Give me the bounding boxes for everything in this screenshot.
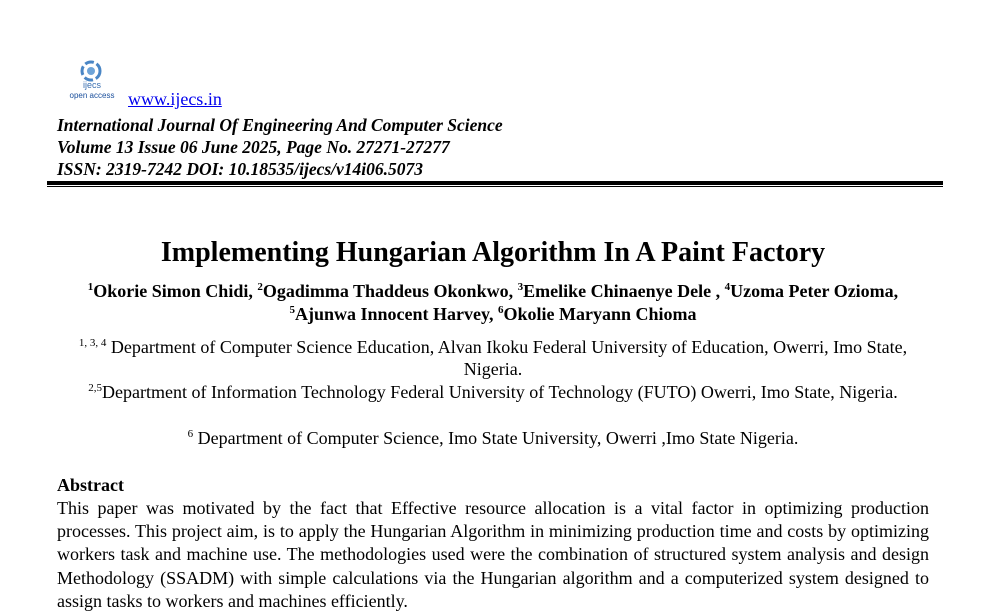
author-affiliation-marker: 4 <box>724 281 731 293</box>
header-divider-thin <box>47 186 943 187</box>
affiliation <box>60 336 926 380</box>
abstract-heading: Abstract <box>57 475 124 495</box>
author-affiliation-marker: 1 <box>87 281 94 293</box>
author-affiliation-marker: 3 <box>517 281 524 293</box>
logo-emblem-icon <box>80 60 102 82</box>
journal-name: International Journal Of Engineering And Computer Science <box>57 115 503 135</box>
author-name: Uzoma Peter Ozioma, <box>730 281 899 301</box>
logo-text: ijecs <box>82 80 101 90</box>
author-name: Ajunwa Innocent Harvey, <box>294 304 498 324</box>
affiliation-text: Department of Computer Science, Imo State University, Owerri ,Imo State Nigeria. <box>193 428 799 448</box>
logo-subtext: open access <box>69 91 115 100</box>
affiliation-text: Department of Information Technology Federal University of Technology (FUTO) Owerri, Imo State, Nigeria. <box>101 382 898 402</box>
website-link[interactable]: www.ijecs.in <box>128 89 222 109</box>
journal-logo <box>64 58 120 104</box>
affiliation <box>60 381 926 403</box>
abstract-text: This paper was motivated by the fact that Effective resource allocation is a vital factor in optimizing production processes. This project aim, is to apply the Hungarian Algorithm in minimizing production time and costs by optimizing workers task and machine use. The methodologies used were the combination of structured system analysis and design Methodology (SSADM) with simple calculations via the Hungarian algorithm and a computerized system designed to assign tasks to workers and machines efficiently. <box>57 498 929 611</box>
journal-header <box>57 114 503 180</box>
affiliation <box>60 427 926 449</box>
affiliation-marker: 1, 3, 4 <box>78 337 107 349</box>
author-list <box>60 280 926 326</box>
affiliation-text: Department of Computer Science Education, Alvan Ikoku Federal University of Education, Owerri, Imo State, Nigeria. <box>106 337 908 379</box>
affiliation-marker: 2,5 <box>88 382 102 394</box>
author-name: Okolie Maryann Chioma <box>503 304 697 324</box>
author-name: Okorie Simon Chidi, <box>93 281 258 301</box>
author-affiliation-marker: 6 <box>498 304 504 316</box>
issn-line: ISSN: 2319-7242 DOI: 10.18535/ijecs/v14i06.5073 <box>57 159 424 179</box>
volume-line: Volume 13 Issue 06 June 2025, Page No. 27271-27277 <box>57 137 450 157</box>
author-affiliation-marker: 5 <box>289 304 295 316</box>
author-name: Emelike Chinaenye Dele , <box>523 281 725 301</box>
paper-title: Implementing Hungarian Algorithm In A Paint Factory <box>160 237 826 268</box>
author-name: Ogadimma Thaddeus Okonkwo, <box>262 281 518 301</box>
affiliation-marker: 6 <box>187 428 194 440</box>
header-divider <box>47 181 943 185</box>
author-affiliation-marker: 2 <box>257 281 263 293</box>
